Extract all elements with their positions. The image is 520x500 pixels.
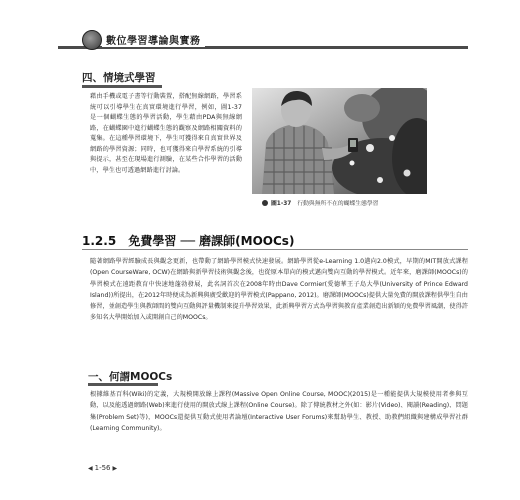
figure-photo xyxy=(252,88,427,194)
section-heading-situated-learning: 四、情境式學習 xyxy=(82,72,156,84)
body-paragraph xyxy=(90,256,468,324)
section-number: 1.2.5 xyxy=(82,234,117,248)
figure-number: 圖1-37 xyxy=(271,201,292,207)
figure-caption xyxy=(262,198,378,207)
page-footer xyxy=(86,464,119,472)
paragraph-text: 根據維基百科(Wiki)的定義，大規模開放線上課程(Massive Open Online Course, MOOC)(2015)是一種能提供大規模使用者參與互動，以及能透過網路(Web)來進行使用的開放式線上課程(Online Course)。除了傳統教材之外(如：影片(Video)、閱讀(Reading)、問題集(Problem Set)等)，MOOCs還提供互動式使用者論壇(Interactive User Forums)來幫助學生、教授、助教們組織與建構成學習社群(Learning Community)。 xyxy=(90,391,468,432)
running-title: 數位學習導論與實務 xyxy=(102,32,205,47)
body-paragraph xyxy=(90,92,242,176)
section-heading-underline xyxy=(88,383,158,386)
section-title: 免費學習 ── 磨課師(MOOCs) xyxy=(128,234,295,248)
section-title-rule xyxy=(82,249,468,250)
paragraph-text: 藉由手機或電子書等行動裝置，搭配無線網路，學習系統可以引導學生在真實環境進行學習，例如，圖1-37是一個蝴蝶生態的學習活動，學生藉由PDA與無線網路，在蝴蝶園中進行蝴蝶生態的觀察及網路相關資料的蒐集。在這種學習環境下，學生可獲得來自真實世界及網路的學習資源；同時，也可獲得來自學習系統的引導與提示，甚至在現場進行測驗，在某些合作學習的活動中，學生也可透過網路進行討論。 xyxy=(90,93,242,174)
butterfly-garden-photo xyxy=(252,88,427,194)
section-heading-underline xyxy=(82,85,162,88)
triangle-right-icon: ▶ xyxy=(112,464,118,472)
triangle-left-icon: ◀ xyxy=(88,464,93,472)
book-logo-icon xyxy=(82,30,102,50)
body-paragraph xyxy=(90,389,468,434)
section-heading-what-are-moocs: 一、何謂MOOCs xyxy=(88,371,173,383)
paragraph-text: 隨著網路學習經驗成長與觀念更新，也帶動了網路學習模式快速發展。網路學習從e-Learning 1.0邁向2.0模式，早期的MIT開放式課程(Open CourseWare, OCW)在網路與新學習技術與觀念後，也從原本單向的模式邁向雙向互動的學習模式。近年來，磨課師(MOOCs)的學習模式在遠距教育中快速地蓬勃發展，此名詞首次在2008年時由Dave Cormier(愛德華王子島大學(University of Prince Edward Island))所提出，在2012年時便成為新興與廣受歡迎的學習模式(Pappano, 2012)。磨課師(MOOCs)提供大量免費的開放課程供學生自由修習，並創造學生與教師間的雙向互動與評量機制來提升學習效果，此新興學習方式為學習與教育產業創造出新穎的免費學習風潮，使得許多知名大學開始加入或開創自己的MOOCs。 xyxy=(90,258,468,322)
caption-bullet-icon xyxy=(262,200,268,206)
figure-caption-text: 行動與無所不在的蝴蝶生態學習 xyxy=(297,201,379,207)
page-number: 1-56 xyxy=(94,464,111,472)
section-title-moocs xyxy=(82,232,294,249)
